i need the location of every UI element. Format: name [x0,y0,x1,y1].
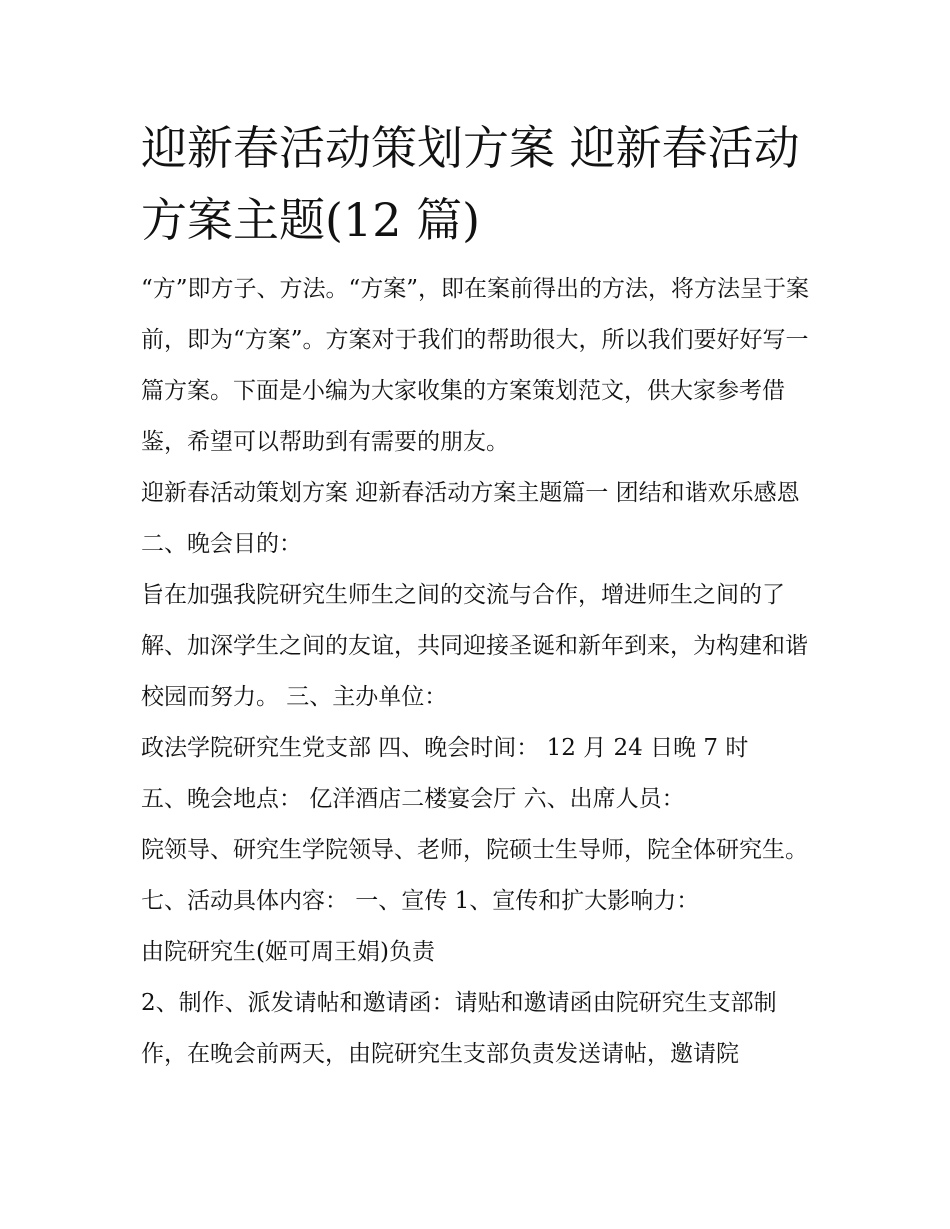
document-body [141,112,821,1080]
paragraph-invitations: 2、制作、派发请帖和邀请函：请贴和邀请函由院研究生支部制作，在晚会前两天，由院研究生支部负责发送请帖，邀请院 [141,990,777,1067]
paragraph-responsible: 由院研究生(姬可周王娟)负责 [141,939,435,965]
paragraph-time: 政法学院研究生党支部 四、晚会时间： 12 月 24 日晚 7 时 [141,735,749,761]
paragraph-theme: 迎新春活动策划方案 迎新春活动方案主题篇一 团结和谐欢乐感恩 二、晚会目的： [141,480,800,557]
paragraph-attendees: 院领导、研究生学院领导、老师，院硕士生导师，院全体研究生。 七、活动具体内容： 一、宣传 1、宣传和扩大影响力： [141,837,808,914]
document-title: 迎新春活动策划方案 迎新春活动方案主题(12 篇) [141,121,800,247]
paragraph-location: 五、晚会地点： 亿洋酒店二楼宴会厅 六、出席人员： [141,786,685,812]
paragraph-intro: “方”即方子、方法。“方案”，即在案前得出的方法，将方法呈于案前，即为“方案”。方案对于我们的帮助很大，所以我们要好好写一篇方案。下面是小编为大家收集的方案策划范文，供大家参考借鉴，希望可以帮助到有需要的朋友。 [141,276,810,455]
paragraph-purpose: 旨在加强我院研究生师生之间的交流与合作，增进师生之间的了解、加深学生之间的友谊，共同迎接圣诞和新年到来，为构建和谐校园而努力。 三、主办单位： [141,582,808,710]
